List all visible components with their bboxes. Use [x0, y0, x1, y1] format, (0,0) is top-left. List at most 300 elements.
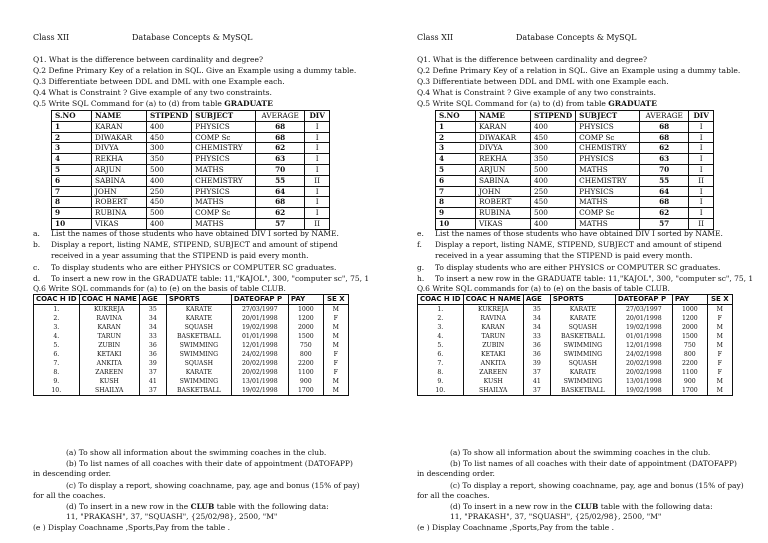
table-row	[418, 386, 733, 396]
cell-sno: 6	[52, 175, 92, 186]
cell-pay: 1100	[288, 368, 323, 377]
cell-stipend: 400	[147, 218, 192, 229]
table-row	[34, 368, 349, 377]
cell-age: 39	[139, 359, 166, 368]
cell-subject: COMP Sc	[192, 132, 256, 143]
cell-div: I	[689, 197, 714, 208]
cell-sports: KARATE	[166, 314, 231, 323]
part-b-text: Display a report, listing NAME, STIPEND, SUBJECT and amount of stipend	[435, 240, 722, 249]
cell-pay: 900	[288, 377, 323, 386]
cell-age: 41	[139, 377, 166, 386]
club-header-row	[34, 295, 349, 305]
q6-part-d-text: (d) To insert in a new row in the	[450, 502, 575, 511]
graduate-col-subject: SUBJECT	[192, 111, 256, 122]
cell-subject: PHYSICS	[576, 121, 640, 132]
cell-stipend: 450	[147, 197, 192, 208]
table-row	[34, 305, 349, 315]
cell-div: II	[689, 218, 714, 229]
table-row	[34, 323, 349, 332]
cell-name: REKHA	[476, 154, 531, 165]
cell-div: I	[305, 121, 330, 132]
q6-part-d	[450, 502, 713, 512]
table-row	[52, 164, 330, 175]
part-c-label: g.	[417, 263, 425, 272]
cell-pay: 2200	[672, 359, 707, 368]
part-b-text-cont: received in a year assuming that the STIPEND is paid every month.	[51, 251, 309, 260]
cell-sports: SQUASH	[166, 359, 231, 368]
cell-div: I	[689, 186, 714, 197]
cell-name: ARJUN	[476, 164, 531, 175]
cell-date-of-app: 20/02/1998	[615, 368, 672, 377]
question-6: Q.6 Write SQL commands for (a) to (e) on the basis of table CLUB.	[33, 284, 286, 293]
cell-date-of-app: 24/02/1998	[231, 350, 288, 359]
cell-div: I	[689, 143, 714, 154]
q6-part-d-values: 11, "PRAKASH", 37, "SQUASH", {25/02/98}, 2500, "M"	[450, 512, 662, 521]
cell-sex: M	[323, 323, 348, 332]
cell-age: 34	[139, 314, 166, 323]
cell-average: 62	[256, 143, 305, 154]
cell-sex: F	[323, 368, 348, 377]
cell-stipend: 250	[147, 186, 192, 197]
graduate-col-subject: SUBJECT	[576, 111, 640, 122]
cell-date-of-app: 19/02/1998	[615, 323, 672, 332]
cell-coach-name: ANKITA	[79, 359, 139, 368]
cell-div: I	[305, 208, 330, 219]
graduate-col-average: AVERAGE	[256, 111, 305, 122]
cell-average: 70	[640, 164, 689, 175]
question-5	[417, 99, 657, 109]
question-5	[33, 99, 273, 109]
cell-sports: KARATE	[550, 305, 615, 315]
cell-coach-id: 1.	[418, 305, 464, 315]
question-6: Q.6 Write SQL commands for (a) to (e) on the basis of table CLUB.	[417, 284, 670, 293]
cell-coach-name: ZUBIN	[463, 341, 523, 350]
cell-age: 34	[523, 323, 550, 332]
cell-sno: 1	[52, 121, 92, 132]
question-5-text: Q.5 Write SQL Command for (a) to (d) from table	[33, 99, 225, 108]
cell-div: II	[305, 175, 330, 186]
cell-pay: 1000	[288, 305, 323, 315]
part-a-label: e.	[417, 229, 424, 238]
cell-sports: BASKETBALL	[550, 332, 615, 341]
cell-div: I	[305, 197, 330, 208]
cell-coach-name: ZAREEN	[463, 368, 523, 377]
table-row	[418, 305, 733, 315]
cell-stipend: 300	[531, 143, 576, 154]
table-row	[52, 121, 330, 132]
cell-subject: CHEMISTRY	[192, 175, 256, 186]
cell-average: 68	[256, 121, 305, 132]
graduate-table	[51, 110, 330, 230]
cell-coach-name: ZAREEN	[79, 368, 139, 377]
cell-div: I	[689, 154, 714, 165]
table-row	[418, 350, 733, 359]
table-row	[418, 323, 733, 332]
cell-sex: M	[323, 377, 348, 386]
table-row	[418, 314, 733, 323]
cell-pay: 1000	[672, 305, 707, 315]
cell-coach-id: 2.	[34, 314, 80, 323]
cell-sex: F	[323, 359, 348, 368]
cell-sports: SQUASH	[550, 359, 615, 368]
part-d-label: h.	[417, 274, 425, 283]
q6-part-b: (b) To list names of all coaches with their date of appointment (DATOFAPP)	[450, 459, 737, 468]
cell-subject: MATHS	[576, 164, 640, 175]
class-label: Class XII	[33, 33, 70, 42]
cell-coach-name: KUSH	[463, 377, 523, 386]
cell-age: 37	[139, 386, 166, 396]
cell-div: II	[689, 175, 714, 186]
cell-sex: M	[707, 305, 732, 315]
cell-sex: F	[707, 368, 732, 377]
cell-sports: SWIMMING	[166, 377, 231, 386]
cell-age: 35	[523, 305, 550, 315]
club-col-age: AGE	[139, 295, 166, 305]
cell-div: I	[689, 208, 714, 219]
cell-coach-name: RAVINA	[79, 314, 139, 323]
cell-coach-name: KUKREJA	[463, 305, 523, 315]
cell-pay: 1700	[288, 386, 323, 396]
question-4: Q.4 What is Constraint ? Give example of any two constraints.	[33, 88, 272, 97]
cell-pay: 800	[288, 350, 323, 359]
q6-part-c-cont: for all the coaches.	[417, 491, 490, 500]
club-col-coach-id: COAC H ID	[418, 295, 464, 305]
table-row	[34, 386, 349, 396]
graduate-col-div: DIV	[305, 111, 330, 122]
cell-pay: 1200	[672, 314, 707, 323]
cell-pay: 1700	[672, 386, 707, 396]
cell-date-of-app: 01/01/1998	[231, 332, 288, 341]
cell-age: 34	[523, 314, 550, 323]
cell-age: 37	[523, 368, 550, 377]
cell-average: 63	[256, 154, 305, 165]
cell-stipend: 500	[147, 208, 192, 219]
q6-part-e: (e ) Display Coachname ,Sports,Pay from the table .	[417, 523, 615, 532]
cell-sno: 10	[52, 218, 92, 229]
table-row	[436, 143, 714, 154]
question-5-table-name: GRADUATE	[608, 99, 657, 108]
cell-age: 36	[523, 350, 550, 359]
cell-subject: COMP Sc	[192, 208, 256, 219]
table-row	[418, 377, 733, 386]
cell-sno: 2	[52, 132, 92, 143]
cell-name: REKHA	[92, 154, 147, 165]
cell-stipend: 400	[531, 218, 576, 229]
table-row	[436, 218, 714, 229]
club-header-row	[418, 295, 733, 305]
cell-stipend: 400	[531, 121, 576, 132]
cell-subject: PHYSICS	[576, 186, 640, 197]
graduate-col-name: NAME	[476, 111, 531, 122]
club-col-date-of-app: DATEOFAP P	[231, 295, 288, 305]
q6-part-d-text-end: table with the following data:	[598, 502, 713, 511]
q6-part-d-text-end: table with the following data:	[214, 502, 329, 511]
table-row	[418, 359, 733, 368]
table-row	[436, 121, 714, 132]
cell-coach-id: 4.	[418, 332, 464, 341]
cell-coach-id: 6.	[34, 350, 80, 359]
cell-sno: 3	[52, 143, 92, 154]
cell-coach-id: 5.	[418, 341, 464, 350]
cell-subject: PHYSICS	[192, 186, 256, 197]
q6-part-d-table: CLUB	[190, 502, 215, 511]
cell-coach-name: ANKITA	[463, 359, 523, 368]
cell-name: RUBINA	[92, 208, 147, 219]
cell-coach-id: 7.	[418, 359, 464, 368]
cell-average: 68	[256, 197, 305, 208]
cell-stipend: 450	[531, 132, 576, 143]
cell-div: I	[305, 164, 330, 175]
cell-stipend: 350	[147, 154, 192, 165]
cell-sno: 1	[436, 121, 476, 132]
cell-sno: 3	[436, 143, 476, 154]
cell-age: 41	[523, 377, 550, 386]
table-row	[52, 175, 330, 186]
club-col-coach-name: COAC H NAME	[79, 295, 139, 305]
cell-sex: M	[707, 377, 732, 386]
cell-sex: F	[707, 314, 732, 323]
cell-sports: KARATE	[166, 305, 231, 315]
cell-date-of-app: 20/01/1998	[615, 314, 672, 323]
cell-subject: COMP Sc	[576, 208, 640, 219]
question-2: Q.2 Define Primary Key of a relation in SQL. Give an Example using a dummy table.	[33, 66, 357, 75]
cell-stipend: 500	[531, 208, 576, 219]
cell-sex: M	[707, 386, 732, 396]
cell-date-of-app: 19/02/1998	[615, 386, 672, 396]
graduate-col-stipend: STIPEND	[531, 111, 576, 122]
cell-sports: BASKETBALL	[166, 386, 231, 396]
cell-stipend: 250	[531, 186, 576, 197]
cell-sports: SWIMMING	[166, 350, 231, 359]
cell-subject: PHYSICS	[192, 154, 256, 165]
cell-stipend: 450	[531, 197, 576, 208]
graduate-col-name: NAME	[92, 111, 147, 122]
cell-age: 33	[523, 332, 550, 341]
cell-coach-id: 8.	[418, 368, 464, 377]
cell-sex: F	[323, 314, 348, 323]
cell-sno: 9	[52, 208, 92, 219]
cell-coach-id: 5.	[34, 341, 80, 350]
cell-average: 68	[640, 197, 689, 208]
q6-part-a: (a) To show all information about the swimming coaches in the club.	[66, 448, 327, 457]
q6-part-c: (c) To display a report, showing coachname, pay, age and bonus (15% of pay)	[450, 481, 744, 490]
cell-average: 62	[640, 143, 689, 154]
question-2: Q.2 Define Primary Key of a relation in SQL. Give an Example using a dummy table.	[417, 66, 741, 75]
table-row	[52, 186, 330, 197]
cell-subject: MATHS	[576, 197, 640, 208]
cell-age: 36	[139, 350, 166, 359]
part-a-text: List the names of those students who have obtained DIV I sorted by NAME.	[51, 229, 339, 238]
cell-name: DIWAKAR	[92, 132, 147, 143]
cell-pay: 1200	[288, 314, 323, 323]
cell-coach-id: 6.	[418, 350, 464, 359]
cell-coach-id: 7.	[34, 359, 80, 368]
part-c-text: To display students who are either PHYSICS or COMPUTER SC graduates.	[435, 263, 721, 272]
cell-sno: 4	[436, 154, 476, 165]
table-row	[436, 208, 714, 219]
cell-coach-id: 10.	[34, 386, 80, 396]
club-col-pay: PAY	[672, 295, 707, 305]
cell-sex: M	[323, 341, 348, 350]
cell-pay: 2000	[288, 323, 323, 332]
cell-sex: M	[323, 332, 348, 341]
club-col-sports: SPORTS	[166, 295, 231, 305]
cell-name: JOHN	[476, 186, 531, 197]
cell-sno: 9	[436, 208, 476, 219]
cell-coach-name: TARUN	[79, 332, 139, 341]
question-5-text: Q.5 Write SQL Command for (a) to (d) from table	[417, 99, 609, 108]
cell-name: RUBINA	[476, 208, 531, 219]
part-a-text: List the names of those students who have obtained DIV I sorted by NAME.	[435, 229, 723, 238]
q6-part-c-cont: for all the coaches.	[33, 491, 106, 500]
q6-part-c: (c) To display a report, showing coachname, pay, age and bonus (15% of pay)	[66, 481, 360, 490]
cell-sex: F	[707, 350, 732, 359]
cell-stipend: 400	[147, 121, 192, 132]
cell-coach-id: 4.	[34, 332, 80, 341]
table-row	[436, 132, 714, 143]
cell-name: VIKAS	[476, 218, 531, 229]
cell-subject: CHEMISTRY	[576, 143, 640, 154]
question-5-table-name: GRADUATE	[224, 99, 273, 108]
cell-subject: CHEMISTRY	[192, 143, 256, 154]
cell-date-of-app: 20/02/1998	[615, 359, 672, 368]
cell-pay: 1100	[672, 368, 707, 377]
table-row	[418, 341, 733, 350]
q6-part-b-cont: in descending order.	[417, 469, 495, 478]
cell-coach-id: 3.	[34, 323, 80, 332]
table-row	[436, 197, 714, 208]
cell-date-of-app: 20/02/1998	[231, 359, 288, 368]
cell-name: DIVYA	[476, 143, 531, 154]
table-row	[52, 218, 330, 229]
club-col-sex: SE X	[707, 295, 732, 305]
cell-sno: 4	[52, 154, 92, 165]
cell-sports: SWIMMING	[166, 341, 231, 350]
cell-sno: 8	[436, 197, 476, 208]
part-a-label: a.	[33, 229, 40, 238]
q6-part-b-cont: in descending order.	[33, 469, 111, 478]
cell-name: ROBERT	[476, 197, 531, 208]
question-1: Q1. What is the difference between cardinality and degree?	[417, 55, 648, 64]
cell-coach-name: KUKREJA	[79, 305, 139, 315]
question-3: Q.3 Differentiate between DDL and DML with one Example each.	[33, 77, 285, 86]
cell-sno: 6	[436, 175, 476, 186]
cell-average: 68	[256, 132, 305, 143]
cell-name: ROBERT	[92, 197, 147, 208]
cell-name: SABINA	[92, 175, 147, 186]
table-row	[436, 154, 714, 165]
cell-stipend: 400	[531, 175, 576, 186]
class-label: Class XII	[417, 33, 454, 42]
cell-subject: MATHS	[192, 164, 256, 175]
cell-sports: KARATE	[550, 314, 615, 323]
cell-pay: 1500	[288, 332, 323, 341]
table-row	[436, 186, 714, 197]
cell-age: 35	[139, 305, 166, 315]
club-col-coach-name: COAC H NAME	[463, 295, 523, 305]
cell-average: 62	[640, 208, 689, 219]
club-col-sex: SE X	[323, 295, 348, 305]
cell-sno: 2	[436, 132, 476, 143]
part-b-label: f.	[417, 240, 422, 249]
cell-coach-id: 10.	[418, 386, 464, 396]
cell-age: 39	[523, 359, 550, 368]
graduate-header-row	[52, 111, 330, 122]
table-row	[34, 377, 349, 386]
cell-div: I	[305, 186, 330, 197]
club-col-age: AGE	[523, 295, 550, 305]
table-row	[34, 332, 349, 341]
cell-name: DIVYA	[92, 143, 147, 154]
table-row	[418, 332, 733, 341]
cell-average: 57	[256, 218, 305, 229]
table-row	[52, 143, 330, 154]
cell-average: 64	[256, 186, 305, 197]
cell-date-of-app: 20/01/1998	[231, 314, 288, 323]
part-c-label: c.	[33, 263, 40, 272]
q6-part-a: (a) To show all information about the swimming coaches in the club.	[450, 448, 711, 457]
cell-sex: M	[707, 323, 732, 332]
cell-pay: 800	[672, 350, 707, 359]
cell-subject: MATHS	[192, 218, 256, 229]
cell-age: 36	[139, 341, 166, 350]
cell-sex: M	[323, 386, 348, 396]
club-col-sports: SPORTS	[550, 295, 615, 305]
part-d-text: To insert a new row in the GRADUATE table: 11,"KAJOL", 300, "computer sc", 75, 1	[435, 274, 754, 283]
cell-coach-id: 9.	[34, 377, 80, 386]
cell-name: SABINA	[476, 175, 531, 186]
cell-coach-name: TARUN	[463, 332, 523, 341]
table-row	[34, 314, 349, 323]
club-table	[33, 294, 349, 396]
cell-date-of-app: 27/03/1997	[615, 305, 672, 315]
q6-part-e: (e ) Display Coachname ,Sports,Pay from the table .	[33, 523, 231, 532]
cell-div: I	[305, 154, 330, 165]
cell-average: 55	[256, 175, 305, 186]
cell-average: 68	[640, 132, 689, 143]
cell-sex: M	[707, 341, 732, 350]
cell-date-of-app: 19/02/1998	[231, 386, 288, 396]
cell-sports: SWIMMING	[550, 341, 615, 350]
cell-sports: SQUASH	[550, 323, 615, 332]
q6-part-d-table: CLUB	[574, 502, 599, 511]
cell-name: DIWAKAR	[476, 132, 531, 143]
cell-coach-id: 3.	[418, 323, 464, 332]
cell-stipend: 450	[147, 132, 192, 143]
club-col-pay: PAY	[288, 295, 323, 305]
cell-sno: 5	[52, 164, 92, 175]
cell-pay: 750	[288, 341, 323, 350]
graduate-header-row	[436, 111, 714, 122]
cell-subject: COMP Sc	[576, 132, 640, 143]
cell-sex: M	[707, 332, 732, 341]
cell-sports: KARATE	[166, 368, 231, 377]
cell-sex: M	[323, 305, 348, 315]
cell-sno: 7	[436, 186, 476, 197]
graduate-col-div: DIV	[689, 111, 714, 122]
cell-subject: MATHS	[576, 218, 640, 229]
q6-part-d	[66, 502, 329, 512]
cell-average: 62	[256, 208, 305, 219]
cell-sports: BASKETBALL	[550, 386, 615, 396]
cell-date-of-app: 13/01/1998	[231, 377, 288, 386]
cell-coach-id: 2.	[418, 314, 464, 323]
cell-sports: KARATE	[550, 368, 615, 377]
cell-sports: SWIMMING	[550, 377, 615, 386]
cell-coach-id: 8.	[34, 368, 80, 377]
cell-stipend: 400	[147, 175, 192, 186]
table-row	[52, 208, 330, 219]
